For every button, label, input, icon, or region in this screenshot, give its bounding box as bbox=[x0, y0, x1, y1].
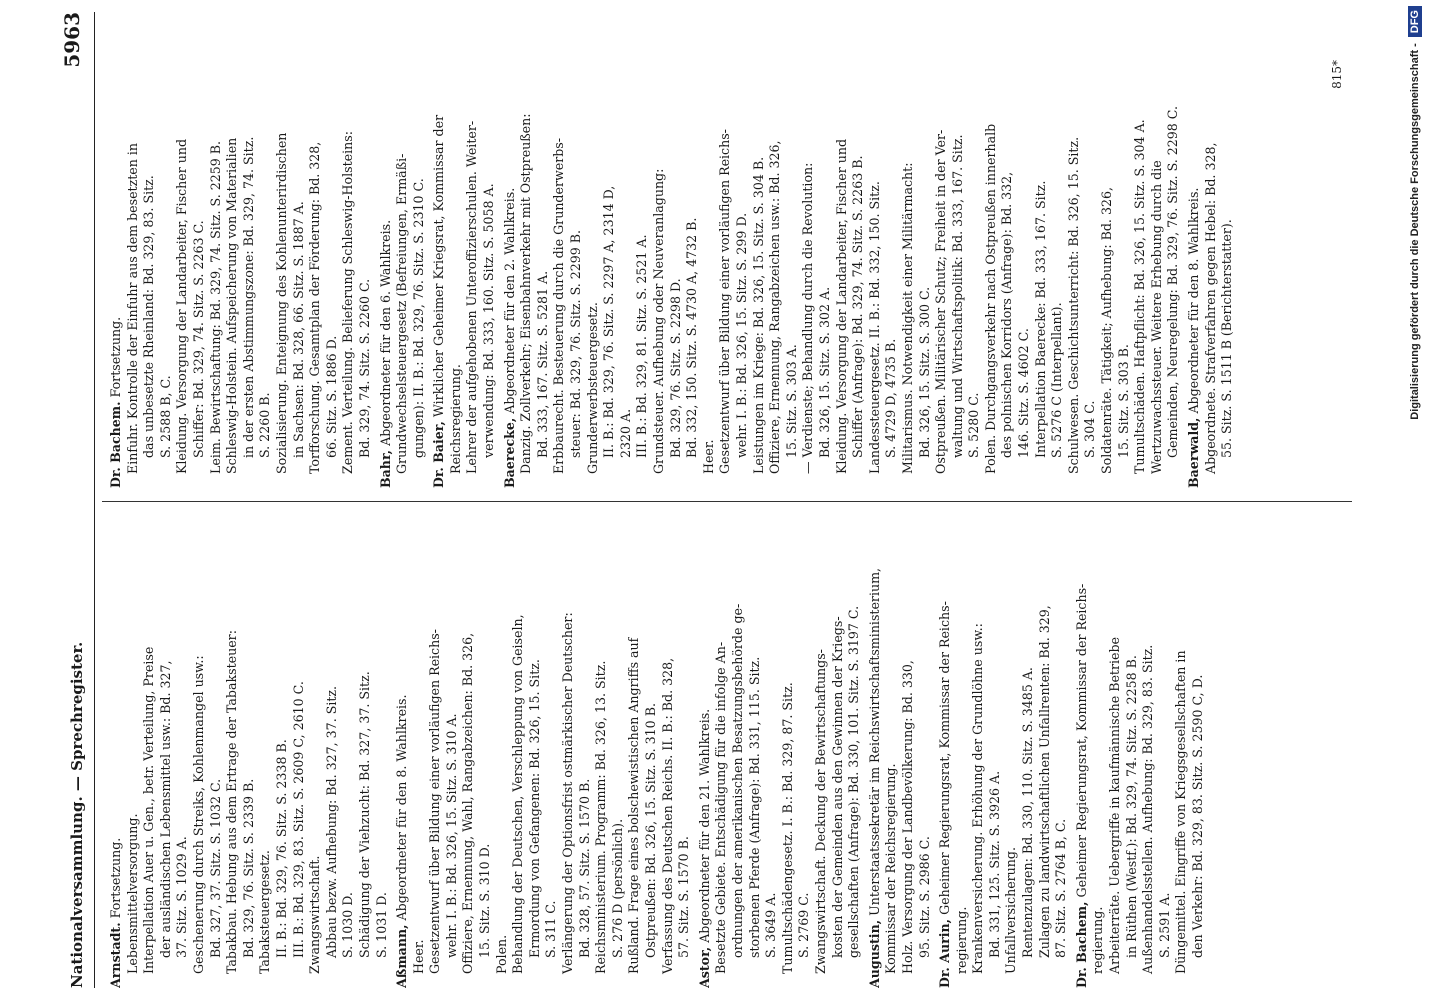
entry-line bbox=[324, 14, 341, 488]
entry-text: Zwangswirtschaft. bbox=[307, 855, 323, 974]
entry-text: 37. Sitz. S. 1029 A. bbox=[174, 836, 190, 958]
entry-text: waltung und Wirtschaftspolitik: Bd. 333, 167. Sitz. bbox=[949, 134, 965, 458]
entry-line bbox=[830, 514, 847, 988]
entry-text: S. 4729 D, 4735 B. bbox=[883, 338, 899, 458]
entry-line bbox=[357, 14, 374, 488]
entry-heading: Baerecke, bbox=[501, 417, 517, 488]
entry-line bbox=[224, 514, 241, 988]
entry-line bbox=[411, 14, 428, 488]
entry-text: regierung. bbox=[953, 906, 969, 974]
entry-heading: Augustin, bbox=[866, 919, 882, 988]
entry-text: gungen): II. B.: Bd. 329, 76. Sitz. S. 2310 C. bbox=[410, 178, 426, 458]
entry-text: S. 304 C. bbox=[1082, 400, 1098, 458]
entry-text: Bd. 329, 76. Sitz. S. 2298 D. bbox=[667, 278, 683, 458]
entry-line bbox=[1149, 14, 1166, 488]
entry-text: II. B.: Bd. 329, 76. Sitz. S. 2338 B. bbox=[273, 739, 289, 958]
entry-text: III. B.: Bd. 329, 81. Sitz. S. 2521 A. bbox=[634, 234, 650, 458]
entry-line bbox=[676, 514, 693, 988]
entry-text: Tumultschäden. Haftpflicht: Bd. 326, 15. Sitz. S. 304 A. bbox=[1132, 119, 1148, 474]
entry-line bbox=[158, 514, 175, 988]
entry-text: Schulwesen. Geschichtsunterricht: Bd. 326, 15. Sitz. bbox=[1065, 136, 1081, 474]
entry-line bbox=[966, 14, 983, 488]
entry-line bbox=[883, 514, 900, 988]
entry-line bbox=[883, 14, 900, 488]
entry-text: 55. Sitz. S. 1511 B (Berichterstatter). bbox=[1219, 219, 1235, 458]
entry-line bbox=[850, 14, 867, 488]
entry-text: Soldatenräte. Tätigkeit; Aufhebung: Bd. 326, bbox=[1099, 187, 1115, 474]
register-page bbox=[40, 0, 1374, 1000]
entry-line bbox=[593, 514, 610, 988]
entry-text: Interpellation Baerecke: Bd. 333, 167. Sitz. bbox=[1032, 180, 1048, 458]
entry-line bbox=[174, 514, 191, 988]
entry-text: Abgeordneter für den 2. Wahlkreis. bbox=[501, 187, 517, 414]
entry-line bbox=[1140, 514, 1157, 988]
entry-line bbox=[970, 514, 987, 988]
entry-text: S. 2769 C. bbox=[796, 892, 812, 958]
entry-text: gesellschaften (Anfrage): Bd. 330, 101. Sitz. S. 3197 C. bbox=[846, 605, 862, 958]
entry-text: Ostpreußen: Bd. 326, 15. Sitz. S. 310 B. bbox=[643, 703, 658, 958]
entry-line bbox=[1090, 514, 1107, 988]
entry-text: Erbbaurecht. Besteuerung durch die Grunderwerbs- bbox=[551, 138, 567, 474]
entry-line bbox=[224, 14, 241, 488]
entry-line bbox=[601, 14, 618, 488]
entry-text: 57. Sitz. S. 1570 B. bbox=[676, 836, 692, 958]
entry-line bbox=[917, 14, 934, 488]
entry-text: Rentenzulagen: Bd. 330, 110. Sitz. S. 3485 A. bbox=[1020, 667, 1036, 958]
entry-line bbox=[1219, 14, 1236, 488]
entry-line bbox=[767, 14, 784, 488]
running-head: Nationalversammlung. — Sprechregister. bbox=[68, 641, 86, 988]
entry-text: Grunderwerbsteuergesetz. bbox=[584, 302, 600, 474]
entry-heading: Dr. Bachem. bbox=[108, 401, 123, 488]
entry-line bbox=[626, 514, 643, 988]
entry-line bbox=[460, 514, 477, 988]
entry-text: Zulagen zu landwirtschaftlichen Unfallrenten: Bd. 329, bbox=[1036, 605, 1052, 958]
entry-text: S. 2591 A. bbox=[1156, 892, 1172, 958]
register-entry bbox=[867, 514, 933, 988]
entry-heading: Astor, bbox=[696, 946, 712, 988]
entry-line bbox=[917, 514, 934, 988]
entry-line bbox=[340, 14, 357, 488]
entry-text: — Verdienste; Behandlung durch die Revolution: bbox=[800, 162, 816, 474]
entry-text: Interpellation Auer u. Gen., betr. Verteilung, Preise bbox=[141, 646, 157, 974]
entry-text: Landessteuergesetz. II. B.: Bd. 332, 150. Sitz. bbox=[866, 181, 882, 474]
entry-text: Offiziere, Ernennung, Rangabzeichen usw.: Bd. 326, bbox=[767, 140, 783, 474]
entry-line bbox=[900, 514, 917, 988]
entry-line bbox=[643, 514, 660, 988]
entry-line bbox=[394, 514, 411, 988]
entry-line bbox=[568, 14, 585, 488]
entry-line bbox=[834, 14, 851, 488]
entry-line bbox=[867, 14, 884, 488]
register-entry bbox=[697, 514, 863, 988]
entry-line bbox=[796, 514, 813, 988]
entry-text: 87. Sitz. S. 2764 B, C. bbox=[1053, 818, 1069, 958]
entry-text: Kleidung. Versorgung der Landarbeiter, Fischer und bbox=[174, 138, 190, 474]
entry-line bbox=[141, 14, 158, 488]
entry-line bbox=[1165, 14, 1182, 488]
entry-text: steuer: Bd. 329, 76. Sitz. S. 2299 B. bbox=[568, 229, 584, 458]
entry-text: Lebensmittelversorgung. bbox=[124, 813, 140, 974]
entry-line bbox=[464, 14, 481, 488]
entry-text: den Verkehr: Bd. 329, 83. Sitz. S. 2590 C, D. bbox=[1190, 674, 1205, 958]
entry-text: Reichsregierung. bbox=[447, 364, 463, 474]
entry-text: der ausländischen Lebensmittel usw.: Bd. 327, bbox=[157, 660, 173, 958]
entry-text: Kommissar der Reichsregierung. bbox=[883, 763, 899, 974]
entry-text: S. 5276 C (Interpellant). bbox=[1049, 302, 1065, 458]
entry-text: Bd. 329, 76. Sitz. S. 2339 B. bbox=[240, 778, 256, 958]
entry-line bbox=[307, 514, 324, 988]
entry-text: 15. Sitz. S. 303 B. bbox=[1115, 344, 1131, 458]
entry-heading: Aßmann, bbox=[394, 924, 410, 988]
entry-line bbox=[730, 514, 747, 988]
entry-text: Unterstaatssekretär im Reichswirtschaftsministerium, bbox=[866, 567, 882, 916]
entry-line bbox=[713, 514, 730, 988]
entry-line bbox=[324, 514, 341, 988]
entry-line bbox=[444, 514, 461, 988]
entry-heading: Dr. Bachem, bbox=[1073, 901, 1089, 988]
entry-line bbox=[1203, 14, 1220, 488]
entry-line bbox=[274, 14, 291, 488]
entry-text: kosten der Gemeinden aus den Gewinnen der Kriegs- bbox=[829, 616, 845, 958]
entry-line bbox=[763, 514, 780, 988]
entry-line bbox=[1124, 514, 1141, 988]
entry-text: Abgeordneter für den 8. Wahlkreis. bbox=[394, 694, 410, 921]
entry-text: Heer. bbox=[700, 439, 716, 474]
entry-line bbox=[1157, 514, 1174, 988]
entry-line bbox=[1186, 14, 1203, 488]
entry-text: S. 1031 D. bbox=[373, 892, 389, 958]
entry-text: S. 2588 B, C. bbox=[157, 375, 173, 458]
entry-text: Sozialisierung. Enteignung des Kohlenunterirdischen bbox=[273, 132, 289, 474]
entry-text: S. 5280 C. bbox=[966, 392, 982, 458]
entry-text: Bd. 332, 150. Sitz. S. 4730 A, 4732 B. bbox=[684, 217, 700, 458]
dfg-notice-text: Digitalisierung gefördert durch die Deutsche Forschungsgemeinschaft - bbox=[1409, 43, 1421, 420]
entry-text: Krankenversicherung. Erhöhung der Grundlöhne usw.: bbox=[970, 623, 986, 974]
entry-text: Gemeinden, Neuregelung: Bd. 329, 76. Sitz. S. 2298 C. bbox=[1165, 106, 1181, 458]
entry-text: S. 1030 D. bbox=[340, 892, 356, 958]
entry-text: Leistungen im Kriege: Bd. 326, 15. Sitz. S. 304 B. bbox=[750, 156, 766, 474]
entry-text: Wertzuwachssteuer. Weitere Erhebung durch die bbox=[1148, 160, 1164, 474]
entry-text: Bd. 329, 74. Sitz. S. 2260 C. bbox=[356, 278, 372, 458]
entry-line bbox=[374, 514, 391, 988]
entry-text: Fortsetzung. bbox=[108, 837, 123, 919]
entry-text: Geheimer Regierungsrat, Kommissar der Reichs- bbox=[937, 601, 953, 915]
entry-line bbox=[427, 514, 444, 988]
entry-line bbox=[784, 14, 801, 488]
entry-text: Lehrer der aufgehobenen Unteroffizierschulen. Weiter- bbox=[464, 120, 480, 474]
entry-line bbox=[1074, 514, 1091, 988]
entry-text: 15. Sitz. S. 303 A. bbox=[783, 344, 799, 458]
entry-line bbox=[813, 514, 830, 988]
entry-line bbox=[394, 14, 411, 488]
entry-line bbox=[1037, 514, 1054, 988]
entry-line bbox=[518, 14, 535, 488]
entry-line bbox=[125, 14, 142, 488]
entry-text: ordnungen der amerikanischen Besatzungsbehörde ge- bbox=[729, 603, 745, 958]
entry-text: Tabakbau. Hebung aus dem Ertrage der Tabaksteuer: bbox=[224, 630, 240, 974]
entry-line bbox=[481, 14, 498, 488]
entry-text: S. 276 D (persönlich). bbox=[609, 818, 625, 958]
entry-line bbox=[241, 14, 258, 488]
page-header bbox=[40, 12, 100, 988]
entry-text: in Sachsen: Bd. 328, 66. Sitz. S. 1887 A. bbox=[290, 201, 306, 458]
entry-line bbox=[610, 514, 627, 988]
entry-text: Rußland. Frage eines bolschewistischen Angriffs auf bbox=[626, 637, 642, 974]
entry-text: 15. Sitz. S. 310 D. bbox=[477, 843, 493, 958]
entry-line bbox=[933, 14, 950, 488]
entry-line bbox=[274, 514, 291, 988]
entry-text: verwendung: Bd. 333, 160. Sitz. S. 5058 A. bbox=[481, 183, 497, 458]
entry-text: in Rüthen (Westf.): Bd. 329, 74. Sitz. S. 2258 B. bbox=[1123, 655, 1139, 958]
register-entry bbox=[108, 14, 374, 488]
entry-line bbox=[817, 14, 834, 488]
dfg-logo: DFG bbox=[1408, 6, 1422, 37]
entry-line bbox=[1049, 14, 1066, 488]
register-entry bbox=[394, 514, 693, 988]
entry-text: Bd. 326, 15. Sitz. S. 300 C. bbox=[916, 286, 932, 458]
entry-text: in der ersten Abstimmungszone: Bd. 329, 74. Sitz. bbox=[240, 136, 256, 458]
entry-text: Grundwechselsteuergesetz (Befreiungen, Ermäßi- bbox=[394, 153, 410, 474]
entry-text: Wirklicher Geheimer Kriegsrat, Kommissar der bbox=[431, 114, 447, 418]
entry-text: Ostpreußen. Militärischer Schutz; Freiheit in der Ver- bbox=[933, 129, 949, 474]
entry-line bbox=[751, 14, 768, 488]
entry-line bbox=[494, 514, 511, 988]
entry-line bbox=[1016, 14, 1033, 488]
entry-line bbox=[257, 14, 274, 488]
entry-text: Kleidung. Versorgung der Landarbeiter, Fischer und bbox=[833, 138, 849, 474]
entry-text: Düngemittel. Eingriffe von Kriegsgesellschaften in bbox=[1173, 650, 1189, 974]
entry-text: Gesetzentwurf über Bildung einer vorläufigen Reichs- bbox=[717, 129, 733, 474]
entry-text: Danzig. Zollverkehr; Eisenbahnverkehr mit Ostpreußen: bbox=[518, 113, 534, 474]
entry-text: Besetzte Gebiete. Entschädigung für die infolge An- bbox=[713, 641, 729, 974]
entry-text: wehr. I. B.: Bd. 326, 15. Sitz. S. 310 A. bbox=[443, 713, 459, 958]
entry-text: Reichsministerium. Programm: Bd. 326, 13. Sitz. bbox=[593, 660, 609, 974]
entry-line bbox=[551, 14, 568, 488]
entry-line bbox=[987, 514, 1004, 988]
entry-text: Verlängerung der Optionsfrist ostmärkischer Deutscher: bbox=[560, 612, 576, 974]
entry-text: Schädigung der Viehzucht: Bd. 327, 37. Sitz. bbox=[356, 671, 372, 958]
entry-line bbox=[141, 514, 158, 988]
entry-text: des polnischen Korridors (Anfrage): Bd. 332, bbox=[999, 171, 1015, 458]
entry-text: Grundsteuer. Aufhebung oder Neuveranlagung: bbox=[651, 168, 666, 474]
page-number: 5963 bbox=[60, 12, 84, 68]
entry-line bbox=[747, 514, 764, 988]
dfg-notice bbox=[1402, 6, 1428, 996]
entry-text: Holz. Versorgung der Landbevölkerung: Bd. 330, bbox=[899, 660, 915, 974]
entry-line bbox=[208, 514, 225, 988]
entry-text: Schiffer (Anfrage): Bd. 329, 74. Sitz. S. 2263 B. bbox=[850, 155, 866, 458]
register-entry bbox=[378, 14, 428, 488]
entry-line bbox=[543, 514, 560, 988]
entry-text: Abgeordneter für den 6. Wahlkreis. bbox=[377, 219, 393, 446]
entry-line bbox=[108, 14, 125, 488]
entry-line bbox=[717, 14, 734, 488]
entry-line bbox=[357, 514, 374, 988]
entry-text: Geschenerung durch Streiks, Kohlenmangel usw.: bbox=[190, 655, 206, 974]
entry-text: Bd. 327, 37. Sitz. S. 1032 C. bbox=[207, 778, 223, 958]
entry-line bbox=[651, 14, 668, 488]
register-entry bbox=[431, 14, 497, 488]
entry-text: Leim. Bewirtschaftung: Bd. 329, 74. Sitz. S. 2259 B. bbox=[207, 140, 223, 474]
entry-line bbox=[158, 14, 175, 488]
entry-text: 2320 A. bbox=[617, 408, 633, 458]
entry-text: regierung. bbox=[1090, 906, 1106, 974]
right-column bbox=[108, 14, 1240, 488]
entry-text: II. B.: Bd. 329, 76. Sitz. S. 2297 A, 2314 D, bbox=[601, 185, 617, 458]
entry-line bbox=[1082, 14, 1099, 488]
entry-line bbox=[411, 514, 428, 988]
register-entry bbox=[1074, 514, 1207, 988]
signature-mark: 815* bbox=[1330, 60, 1344, 89]
entry-line bbox=[701, 14, 718, 488]
entry-line bbox=[900, 14, 917, 488]
entry-text: Zwangswirtschaft. Deckung der Bewirtschaftungs- bbox=[812, 649, 828, 974]
entry-line bbox=[1033, 14, 1050, 488]
entry-text: Tabaksteuergesetz. bbox=[257, 850, 273, 974]
entry-line bbox=[1190, 514, 1207, 988]
entry-line bbox=[1107, 514, 1124, 988]
entry-text: 95. Sitz. S. 2986 C. bbox=[916, 836, 932, 958]
entry-line bbox=[378, 14, 395, 488]
entry-text: Tumultschädengesetz. I. B.: Bd. 329, 87. Sitz. bbox=[779, 682, 795, 974]
entry-line bbox=[937, 514, 954, 988]
entry-text: S. 2260 B. bbox=[257, 392, 273, 458]
entry-line bbox=[577, 514, 594, 988]
entry-line bbox=[585, 14, 602, 488]
entry-text: Fortsetzung. bbox=[108, 316, 123, 398]
entry-line bbox=[1066, 14, 1083, 488]
entry-line bbox=[448, 14, 465, 488]
entry-line bbox=[208, 14, 225, 488]
entry-text: Polen. Durchgangsverkehr nach Ostpreußen innerhalb bbox=[982, 123, 998, 474]
entry-line bbox=[191, 514, 208, 988]
entry-text: Bd. 331, 125. Sitz. S. 3926 A. bbox=[986, 770, 1002, 958]
entry-line bbox=[983, 14, 1000, 488]
entry-text: wehr. I. B.: Bd. 326, 15. Sitz. S. 299 D. bbox=[733, 212, 749, 458]
entry-heading: Baerwald, bbox=[1186, 417, 1201, 488]
entry-line bbox=[1053, 514, 1070, 988]
left-column bbox=[108, 514, 1211, 988]
entry-line bbox=[191, 14, 208, 488]
entry-text: Bd. 328, 57. Sitz. S. 1570 B. bbox=[576, 778, 592, 958]
entry-line bbox=[431, 14, 448, 488]
entry-line bbox=[510, 514, 527, 988]
entry-text: Abgeordneter für den 8. Wahlkreis. bbox=[1186, 187, 1201, 414]
entry-text: Bd. 326, 15. Sitz. S. 302 A. bbox=[816, 286, 832, 458]
entry-line bbox=[684, 14, 701, 488]
entry-line bbox=[954, 514, 971, 988]
entry-line bbox=[634, 14, 651, 488]
entry-line bbox=[800, 14, 817, 488]
entry-line bbox=[697, 514, 714, 988]
entry-text: Abbau bezw. Aufhebung: Bd. 327, 37. Sitz. bbox=[323, 685, 339, 958]
entry-text: Schleswig-Holstein. Aufspeicherung von Materialien bbox=[224, 137, 240, 474]
entry-text: III. B.: Bd. 329, 83. Sitz. S. 2609 C, 2610 C. bbox=[290, 681, 306, 958]
entry-line bbox=[1173, 514, 1190, 988]
entry-line bbox=[291, 14, 308, 488]
entry-line bbox=[560, 514, 577, 988]
entry-text: das unbesetzte Rheinland: Bd. 329, 83. Sitz. bbox=[141, 175, 157, 458]
entry-line bbox=[307, 14, 324, 488]
entry-line bbox=[125, 514, 142, 988]
entry-line bbox=[502, 14, 519, 488]
entry-heading: Bahr, bbox=[377, 449, 393, 488]
entry-text: Polen. bbox=[493, 934, 509, 974]
entry-line bbox=[257, 514, 274, 988]
entry-text: 66. Sitz. S. 1886 D. bbox=[323, 335, 339, 458]
entry-text: Gesetzentwurf über Bildung einer vorläufigen Reichs- bbox=[427, 629, 443, 974]
register-entry bbox=[108, 514, 390, 988]
entry-text: Bd. 333, 167. Sitz. S. 5281 A. bbox=[534, 270, 550, 458]
entry-line bbox=[477, 514, 494, 988]
entry-line bbox=[660, 514, 677, 988]
entry-text: Geheimer Regierungsrat, Kommissar der Reichs- bbox=[1073, 583, 1089, 898]
entry-text: Einfuhr. Kontrolle der Einfuhr aus dem besetzten in bbox=[124, 142, 140, 474]
entry-text: storbenen Pferde (Anfrage): Bd. 331, 115. Sitz. bbox=[746, 656, 762, 958]
column-divider bbox=[102, 501, 1352, 502]
entry-text: Unfallversicherung. bbox=[1003, 847, 1019, 974]
entry-line bbox=[668, 14, 685, 488]
entry-text: S. 311 C. bbox=[543, 900, 559, 958]
entry-line bbox=[241, 514, 258, 988]
entry-text: Offiziere, Ernennung, Wahl, Rangabzeichen: Bd. 326, bbox=[460, 632, 476, 974]
entry-text: Abgeordneter für den 21. Wahlkreis. bbox=[696, 708, 712, 943]
entry-text: Behandlung der Deutschen, Verschleppung von Geiseln, bbox=[510, 614, 526, 974]
entry-line bbox=[108, 514, 125, 988]
entry-line bbox=[999, 14, 1016, 488]
entry-line bbox=[618, 14, 635, 488]
entry-line bbox=[734, 14, 751, 488]
entry-heading: Dr. Baier, bbox=[431, 421, 447, 488]
entry-line bbox=[340, 514, 357, 988]
entry-text: Abgeordnete. Strafverfahren gegen Hebel: Bd. 328, bbox=[1202, 142, 1218, 474]
entry-line bbox=[1099, 14, 1116, 488]
entry-text: Ermordung von Gefangenen: Bd. 326, 15. Sitz. bbox=[526, 659, 542, 958]
entry-text: Außenhandelsstellen. Aufhebung: Bd. 329, 83. Sitz. bbox=[1140, 644, 1156, 974]
entry-heading: Dr. Aurin, bbox=[937, 918, 953, 988]
entry-text: Heer. bbox=[410, 939, 426, 974]
register-entry bbox=[1186, 14, 1236, 488]
entry-line bbox=[1020, 514, 1037, 988]
entry-line bbox=[846, 514, 863, 988]
entry-text: Schiffer: Bd. 329, 74. Sitz. S. 2263 C. bbox=[190, 220, 206, 458]
entry-line bbox=[1116, 14, 1133, 488]
register-entry bbox=[937, 514, 1070, 988]
entry-text: Torfforschung. Gesamtplan der Förderung: Bd. 328, bbox=[307, 141, 323, 474]
entry-text: S. 3649 A. bbox=[763, 892, 779, 958]
entry-line bbox=[1132, 14, 1149, 488]
entry-line bbox=[174, 14, 191, 488]
entry-line bbox=[1003, 514, 1020, 988]
entry-line bbox=[867, 514, 884, 988]
entry-text: Militarismus. Notwendigkeit einer Militärmacht: bbox=[899, 162, 915, 474]
entry-text: Verfassung des Deutschen Reichs. II. B.: Bd. 328, bbox=[659, 657, 675, 974]
entry-text: Arbeiterräte. Uebergriffe in kaufmännische Betriebe bbox=[1107, 637, 1123, 974]
header-rule bbox=[94, 12, 95, 988]
entry-text: Zement. Verteilung. Belieferung Schleswig-Holsteins: bbox=[340, 131, 356, 474]
entry-line bbox=[535, 14, 552, 488]
entry-heading: Arnstadt. bbox=[108, 922, 123, 988]
entry-line bbox=[527, 514, 544, 988]
entry-line bbox=[780, 514, 797, 988]
register-entry bbox=[502, 14, 1182, 488]
entry-text: 146. Sitz. S. 4602 C. bbox=[1016, 328, 1032, 458]
entry-line bbox=[291, 514, 308, 988]
entry-line bbox=[950, 14, 967, 488]
